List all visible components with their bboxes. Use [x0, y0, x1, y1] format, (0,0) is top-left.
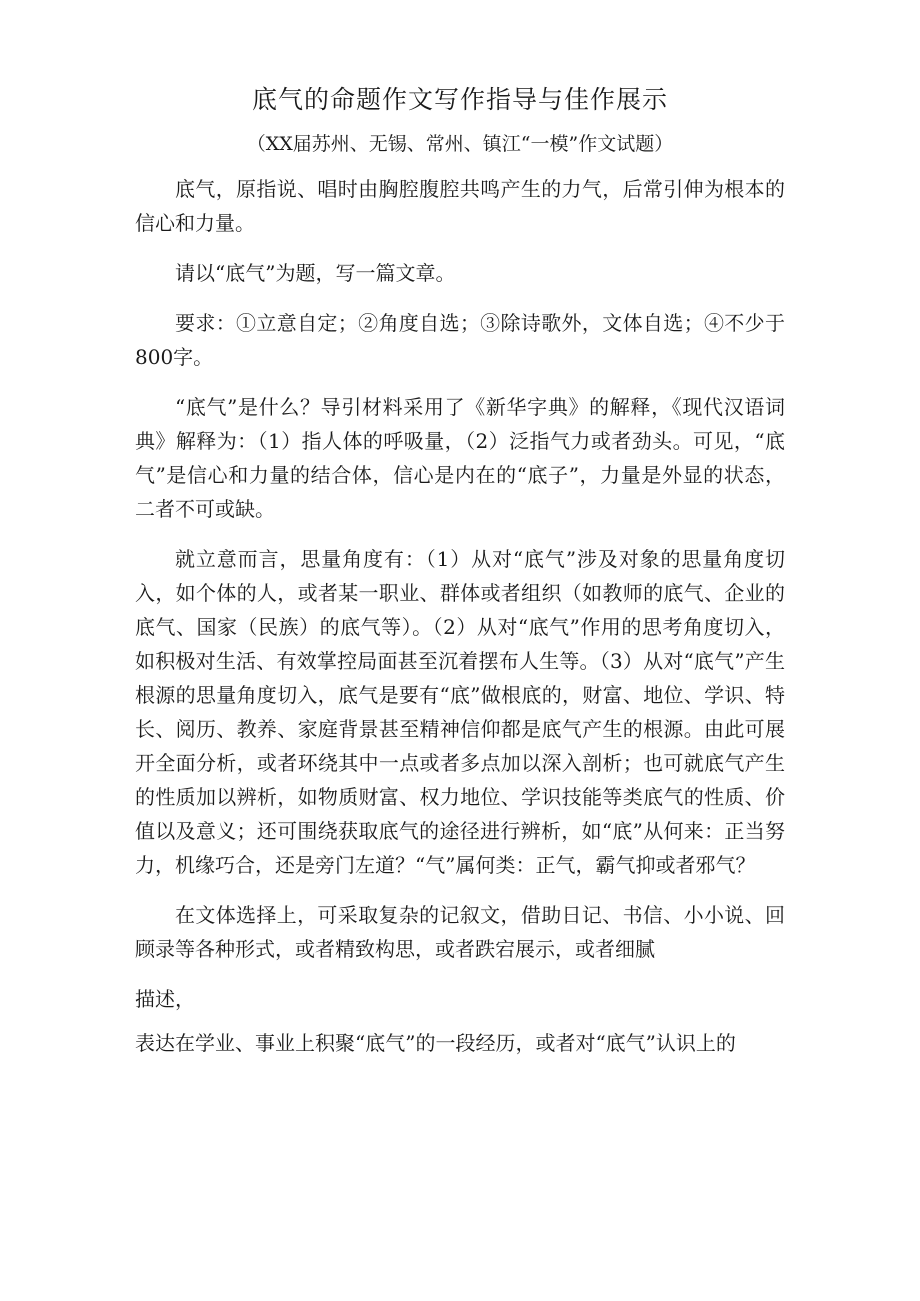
paragraph-prompt: 请以“底气”为题，写一篇文章。: [175, 261, 456, 285]
document-subtitle: （XX届苏州、无锡、常州、镇江“一模”作文试题）: [246, 133, 674, 155]
document-body: [135, 172, 785, 1076]
paragraph-explanation: “底气”是什么？导引材料采用了《新华字典》的解释，《现代汉语词典》解释为：（1）指人体的呼吸量，（2）泛指气力或者劲头。可见，“底气”是信心和力量的结合体，信心是内在的“底子”，力量是外显的状态，二者不可或缺。: [135, 395, 785, 521]
paragraph-fragment: 描述，: [135, 987, 195, 1011]
paragraph-genre: 在文体选择上，可采取复杂的记叙文，借助日记、书信、小小说、回顾录等各种形式，或者精致构思，或者跌宕展示，或者细腻: [135, 903, 785, 961]
paragraph-requirements: 要求：①立意自定；②角度自选；③除诗歌外，文体自选；④不少于800字。: [135, 311, 785, 369]
paragraph-definition: 底气，原指说、唱时由胸腔腹腔共鸣产生的力气，后常引伸为根本的信心和力量。: [135, 177, 785, 235]
paragraph-continuation: 表达在学业、事业上积聚“底气”的一段经历，或者对“底气”认识上的: [135, 1031, 736, 1055]
document-title: 底气的命题作文写作指导与佳作展示: [251, 85, 668, 114]
paragraph-angles: 就立意而言，思量角度有：（1）从对“底气”涉及对象的思量角度切入，如个体的人，或者某一职业、群体或者组织（如教师的底气、企业的底气、国家（民族）的底气等）。（2）从对“底气”作用的思考角度切入，如积极对生活、有效掌控局面甚至沉着摆布人生等。（3）从对“底气”产生根源的思量角度切入，底气是要有“底”做根底的，财富、地位、学识、特长、阅历、教养、家庭背景甚至精神信仰都是底气产生的根源。由此可展开全面分析，或者环绕其中一点或者多点加以深入剖析；也可就底气产生的性质加以辨析，如物质财富、权力地位、学识技能等类底气的性质、价值以及意义；还可围绕获取底气的途径进行辨析，如“底”从何来：正当努力，机缘巧合，还是旁门左道？“气”属何类：正气，霸气抑或者邪气？: [135, 547, 785, 877]
